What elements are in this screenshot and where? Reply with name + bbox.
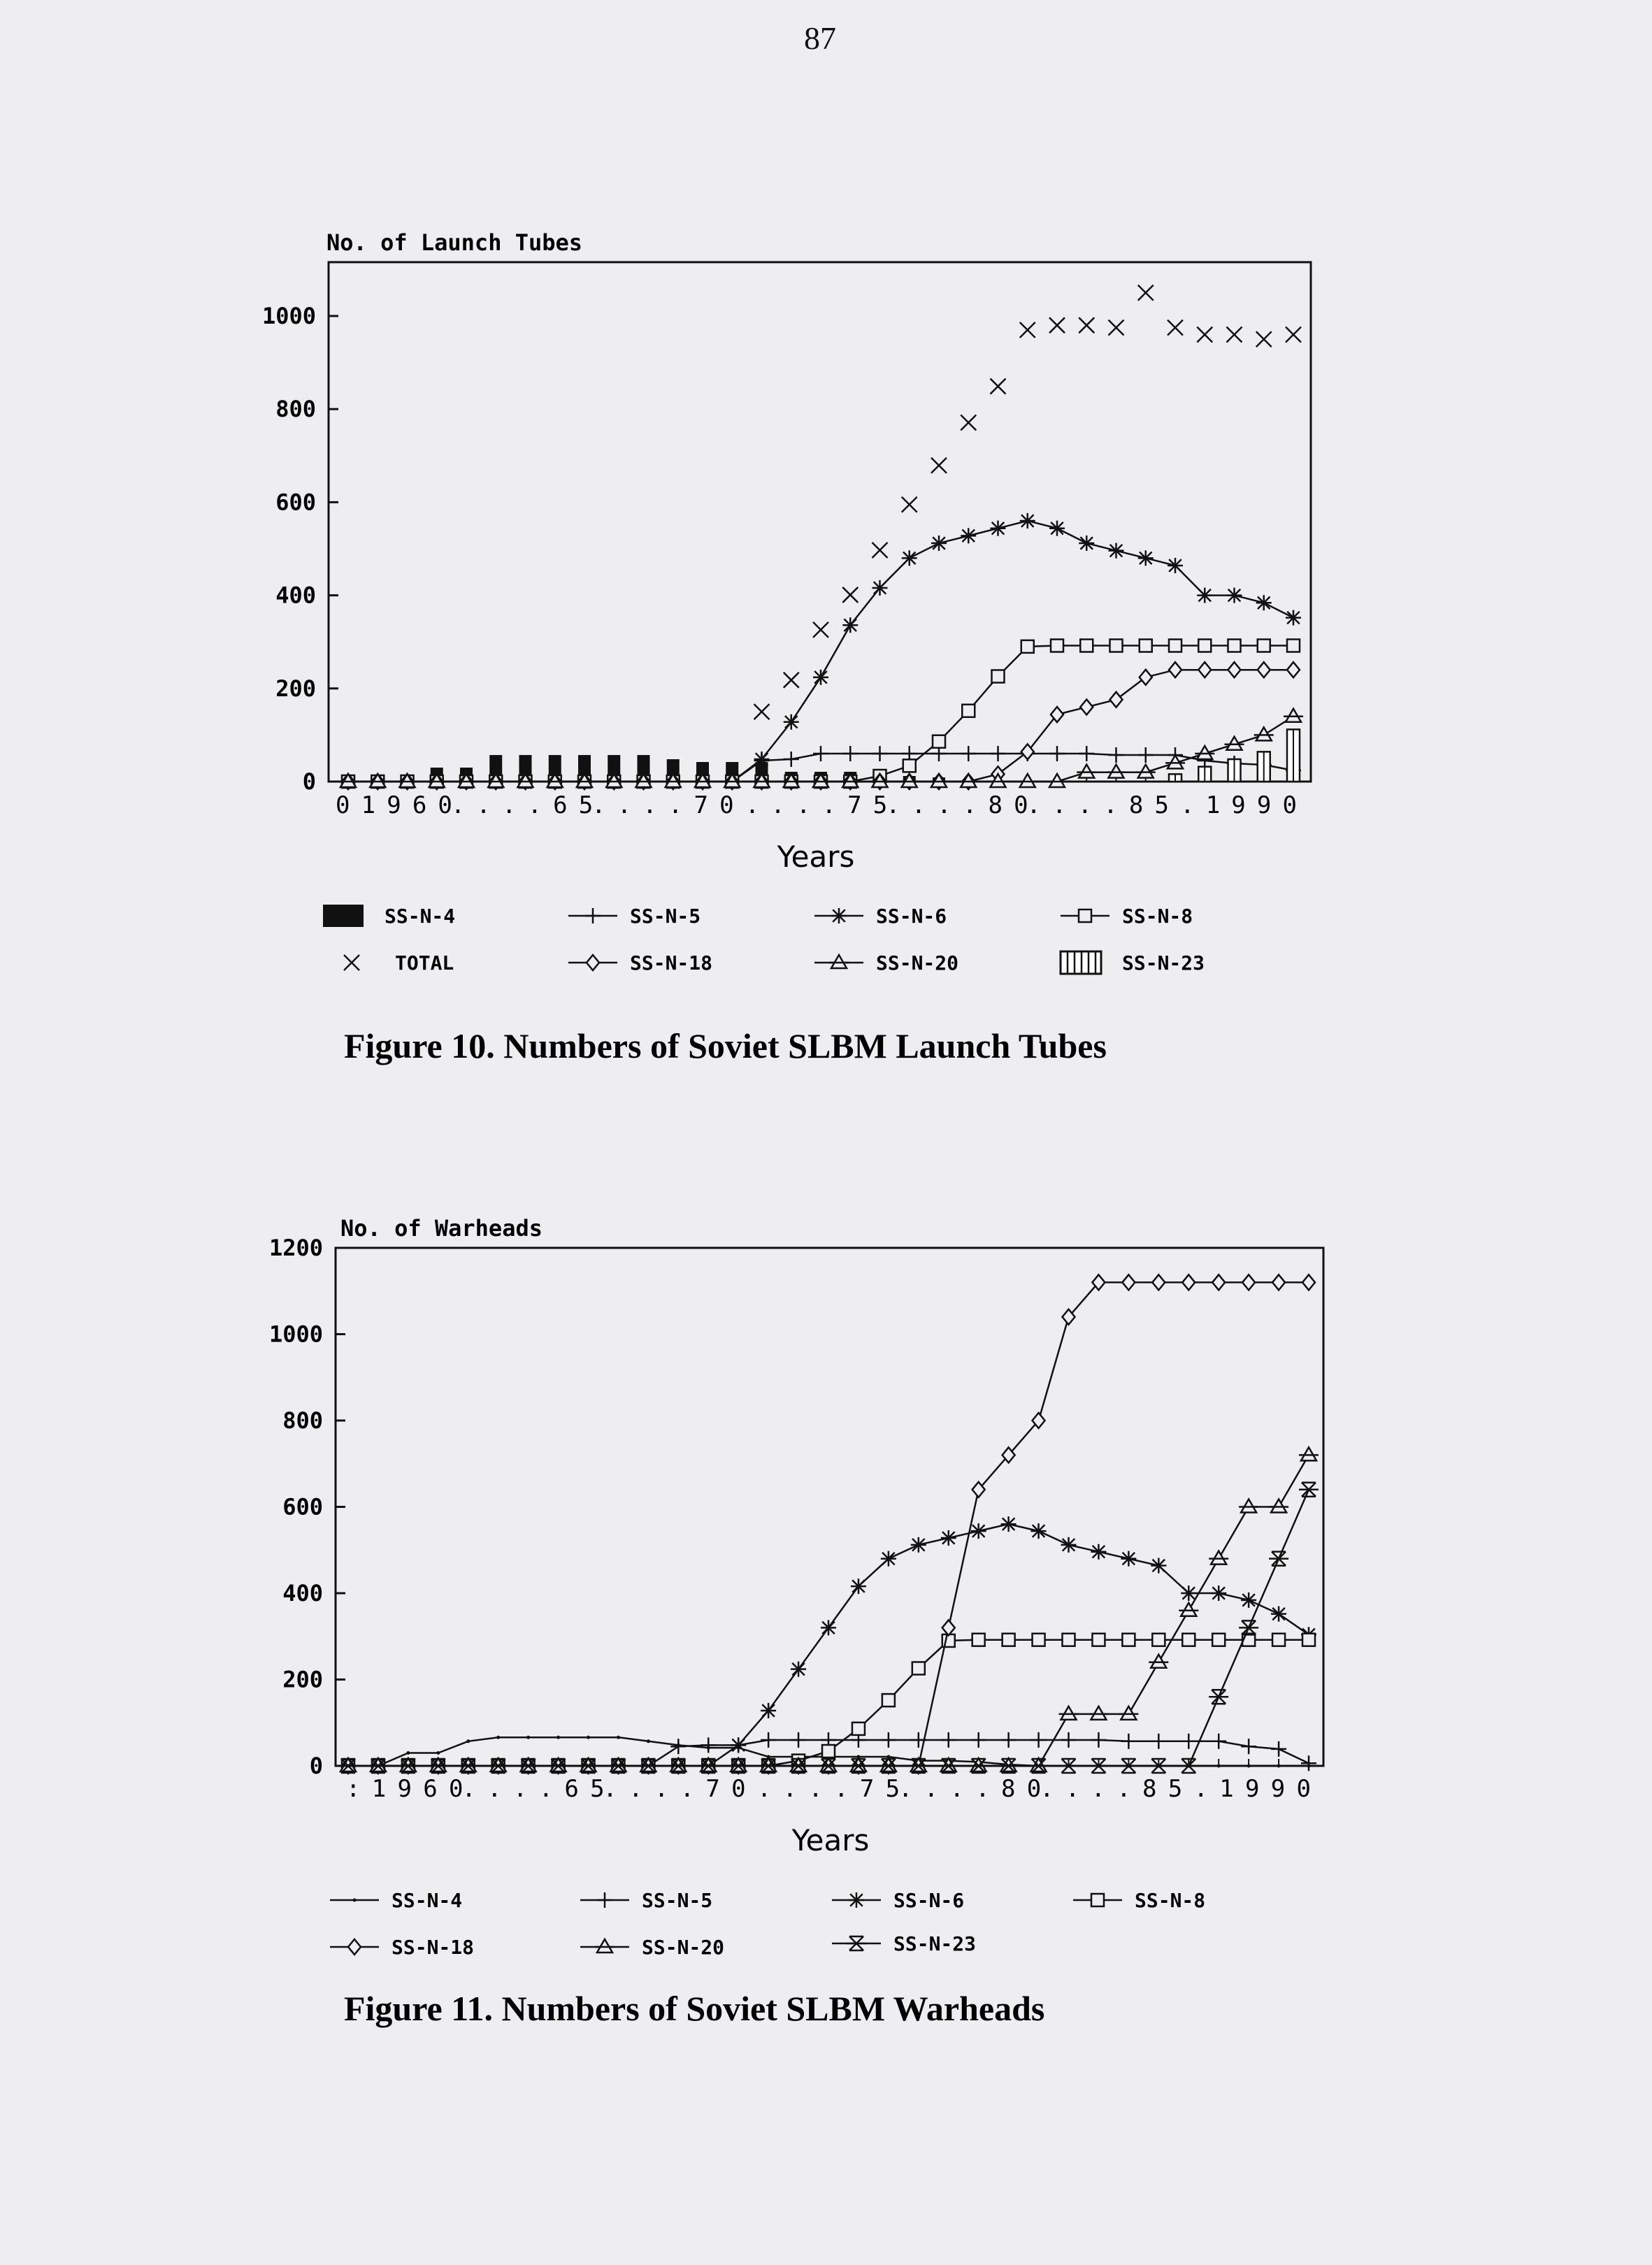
ss-n-8-point — [912, 1662, 925, 1674]
ss-n-6-point — [731, 1737, 746, 1753]
ss-n-6-point — [1138, 550, 1154, 566]
ss-n-5-point — [991, 746, 1006, 761]
ss-n-20-point — [1107, 765, 1126, 778]
ss-n-8-point — [1169, 640, 1181, 652]
ss-n-20-point — [1149, 1655, 1168, 1668]
page-number: 87 — [804, 20, 836, 56]
y-tick-label: 1000 — [261, 303, 316, 329]
ss-n-6-point — [1001, 1516, 1017, 1532]
ss-n-5-point — [1138, 747, 1154, 763]
ss-n-5-point — [1091, 1732, 1106, 1748]
legend-swatch-ss-n-8 — [1079, 909, 1091, 922]
ss-n-5-point — [1181, 1734, 1196, 1749]
ss-n-4-point — [647, 1739, 650, 1743]
ss-n-4-point — [1247, 1764, 1251, 1768]
ss-n-5-point — [1031, 1732, 1047, 1748]
legend-label-ss-n-4: SS-N-4 — [392, 1889, 463, 1912]
ss-n-8-point — [1051, 640, 1063, 652]
legend-label-ss-n-4: SS-N-4 — [385, 905, 456, 928]
ss-n-18-point — [1152, 1274, 1165, 1290]
ss-n-6-point — [842, 617, 858, 633]
ss-n-4-point — [496, 1736, 500, 1739]
ss-n-20-point — [1119, 1706, 1138, 1720]
ss-n-8-point — [1140, 640, 1152, 652]
ss-n-8-point — [1212, 1634, 1225, 1646]
ss-n-20-point — [1077, 765, 1096, 778]
legend-label-total: TOTAL — [395, 951, 454, 975]
ss-n-8-point — [903, 759, 916, 772]
legend-swatch-ss-n-23 — [847, 1936, 866, 1950]
ss-n-6-point — [1168, 558, 1183, 573]
y-tick-label: 200 — [282, 1666, 323, 1693]
ss-n-5-point — [761, 1732, 776, 1748]
ss-n-6-point — [1020, 513, 1035, 528]
ss-n-8-point — [1198, 640, 1211, 652]
ss-n-8-point — [1122, 1634, 1135, 1646]
ss-n-6-point — [1211, 1586, 1226, 1601]
legend-label-ss-n-20: SS-N-20 — [876, 951, 959, 975]
ss-n-5-point — [1049, 746, 1065, 761]
ss-n-23-point — [1269, 1552, 1288, 1566]
ss-n-20-point — [1284, 709, 1303, 722]
legend-label-ss-n-5: SS-N-5 — [630, 905, 701, 928]
ss-n-20-point — [1299, 1447, 1319, 1460]
ss-n-5-point — [872, 746, 888, 761]
ss-n-6-point — [1091, 1544, 1106, 1560]
ss-n-18-line — [348, 1282, 1309, 1766]
ss-n-18-point — [1242, 1274, 1255, 1290]
ss-n-6-point — [1241, 1592, 1256, 1608]
ss-n-5-point — [1001, 1732, 1017, 1748]
ss-n-18-point — [942, 1620, 955, 1635]
ss-n-20-point — [1269, 1500, 1288, 1513]
ss-n-23-point — [1239, 1620, 1258, 1634]
total-point — [813, 622, 828, 638]
ss-n-8-point — [1033, 1634, 1045, 1646]
ss-n-20-point — [1059, 1706, 1079, 1720]
ss-n-4-point — [436, 1751, 440, 1755]
legend-swatch-ss-n-20 — [829, 955, 849, 968]
y-tick-label: 200 — [275, 675, 316, 702]
total-point — [902, 497, 917, 512]
ss-n-5-point — [1151, 1734, 1166, 1749]
ss-n-20-point — [1179, 1603, 1198, 1616]
legend-label-ss-n-18: SS-N-18 — [630, 951, 713, 975]
ss-n-20-point — [1136, 765, 1156, 778]
y-tick-label: 600 — [275, 489, 316, 516]
ss-n-8-point — [1272, 1634, 1285, 1646]
ss-n-6-point — [1121, 1551, 1136, 1567]
ss-n-5-point — [1061, 1732, 1077, 1748]
ss-n-6-point — [1181, 1586, 1196, 1601]
ss-n-6-point — [971, 1523, 986, 1539]
legend-swatch-ss-n-4 — [323, 905, 364, 927]
y-tick-label: 1200 — [268, 1235, 323, 1261]
ss-n-5-point — [971, 1732, 986, 1748]
ss-n-5-point — [784, 752, 799, 767]
ss-n-4-point — [526, 1736, 530, 1739]
y-tick-label: 0 — [302, 768, 316, 795]
legend-label-ss-n-23: SS-N-23 — [1122, 951, 1205, 975]
ss-n-6-point — [911, 1537, 926, 1553]
ss-n-8-point — [1302, 1634, 1315, 1646]
legend-label-ss-n-6: SS-N-6 — [876, 905, 947, 928]
y-tick-label: 0 — [309, 1753, 323, 1779]
ss-n-5-point — [1211, 1734, 1226, 1749]
ss-n-5-point — [941, 1732, 956, 1748]
ss-n-6-point — [902, 550, 917, 566]
ss-n-4-point — [466, 1739, 470, 1743]
ss-n-6-point — [1286, 610, 1301, 626]
ss-n-20-point — [1209, 1551, 1228, 1565]
ss-n-6-point — [931, 535, 947, 551]
ss-n-6-point — [1271, 1606, 1286, 1622]
y-tick-label: 400 — [275, 582, 316, 609]
ss-n-8-point — [1110, 640, 1123, 652]
ss-n-6-point — [851, 1579, 866, 1594]
ss-n-8-point — [1258, 640, 1270, 652]
ss-n-8-point — [1063, 1634, 1075, 1646]
y-axis-label: No. of Warheads — [340, 1215, 543, 1242]
ss-n-18-point — [1212, 1274, 1225, 1290]
ss-n-18-point — [1287, 662, 1300, 677]
ss-n-6-point — [761, 1703, 776, 1718]
ss-n-5-point — [1109, 747, 1124, 763]
legend-label-ss-n-6: SS-N-6 — [893, 1889, 965, 1912]
ss-n-5-point — [1241, 1739, 1256, 1754]
ss-n-20-point — [1089, 1706, 1108, 1720]
total-point — [872, 542, 888, 558]
x-tick-labels: : 1 9 6 0. . . . 6 5. . . . 7 0 . . . . 7 5. . . . 8 0. . . . 8 5 . 1 9 9 0 — [346, 1775, 1311, 1803]
ss-n-6-point — [1151, 1558, 1166, 1573]
ss-n-6-point — [821, 1620, 836, 1635]
ss-n-6-point — [791, 1662, 806, 1677]
ss-n-6-point — [784, 714, 799, 730]
ss-n-23-point — [1299, 1483, 1319, 1497]
ss-n-6-point — [991, 521, 1006, 536]
ss-n-5-point — [813, 746, 828, 761]
ss-n-8-point — [822, 1745, 835, 1757]
ss-n-5-point — [791, 1732, 806, 1748]
ss-n-6-point — [1049, 521, 1065, 536]
legend-swatch-ss-n-18 — [587, 955, 599, 970]
legend-label-ss-n-8: SS-N-8 — [1135, 1889, 1206, 1912]
legend-swatch-ss-n-4 — [353, 1899, 357, 1902]
ss-n-8-point — [992, 670, 1005, 682]
ss-n-6-point — [1031, 1523, 1047, 1539]
total-point — [1256, 331, 1272, 347]
ss-n-5-point — [961, 746, 976, 761]
total-point — [1168, 320, 1183, 336]
total-point — [1049, 317, 1065, 333]
total-point — [842, 587, 858, 603]
ss-n-18-point — [1302, 1274, 1315, 1290]
total-point — [1020, 322, 1035, 338]
warheads-chart — [0, 1132, 1652, 2265]
ss-n-4-point — [406, 1751, 410, 1755]
ss-n-20-point — [1165, 755, 1185, 768]
legend-label-ss-n-20: SS-N-20 — [642, 1936, 725, 1959]
legend-label-ss-n-8: SS-N-8 — [1122, 905, 1193, 928]
figure-caption: Figure 11. Numbers of Soviet SLBM Warheads — [344, 1989, 1045, 2028]
total-point — [784, 673, 799, 688]
y-axis-label: No. of Launch Tubes — [326, 229, 583, 256]
ss-n-4-point — [556, 1736, 560, 1739]
ss-n-6-point — [941, 1530, 956, 1546]
ss-n-18-point — [1272, 1274, 1285, 1290]
ss-n-8-point — [1021, 640, 1034, 653]
y-tick-label: 800 — [282, 1407, 323, 1434]
legend-label-ss-n-23: SS-N-23 — [893, 1932, 977, 1955]
ss-n-4-point — [1277, 1764, 1281, 1768]
ss-n-6-point — [1256, 595, 1272, 610]
ss-n-6-point — [1061, 1537, 1077, 1553]
ss-n-8-point — [1092, 1634, 1105, 1646]
legend-swatch-ss-n-20 — [595, 1939, 615, 1953]
y-tick-label: 800 — [275, 396, 316, 423]
legend-swatch-ss-n-6 — [849, 1892, 864, 1908]
ss-n-18-point — [1228, 662, 1241, 677]
legend-label-ss-n-5: SS-N-5 — [642, 1889, 713, 1912]
ss-n-18-point — [1258, 662, 1270, 677]
ss-n-5-point — [1271, 1741, 1286, 1757]
total-point — [1197, 327, 1212, 343]
ss-n-8-point — [1080, 640, 1093, 652]
ss-n-6-point — [754, 752, 770, 767]
ss-n-8-point — [1152, 1634, 1165, 1646]
ss-n-18-point — [1182, 1274, 1195, 1290]
ss-n-6-point — [1197, 588, 1212, 603]
ss-n-8-point — [852, 1723, 865, 1735]
total-point — [1286, 327, 1301, 343]
ss-n-20-point — [1195, 746, 1214, 759]
ss-n-20-point — [1254, 727, 1274, 740]
ss-n-20-line — [348, 1455, 1309, 1766]
ss-n-18-point — [1110, 692, 1123, 707]
total-point — [961, 415, 976, 431]
total-point — [1227, 327, 1242, 343]
ss-n-8-point — [1228, 640, 1241, 652]
x-tick-labels: 0 1 9 6 0. . . . 6 5. . . . 7 0 . . . . 7 5. . . . 8 0. . . . 8 5 . 1 9 9 0 — [336, 791, 1297, 819]
ss-n-5-point — [670, 1739, 686, 1754]
ss-n-5-point — [1301, 1755, 1316, 1771]
ss-n-20-point — [1239, 1500, 1258, 1513]
legend-swatch-ss-n-5 — [585, 908, 601, 923]
ss-n-5-point — [1079, 746, 1094, 761]
ss-n-8-point — [933, 735, 945, 748]
ss-n-6-point — [872, 580, 888, 596]
ss-n-6-point — [1079, 535, 1094, 551]
ss-n-8-point — [972, 1634, 985, 1646]
total-point — [931, 458, 947, 473]
legend-label-ss-n-18: SS-N-18 — [392, 1936, 475, 1959]
ss-n-6-point — [813, 670, 828, 685]
launch-tubes-chart — [0, 0, 1652, 1091]
total-point — [1079, 317, 1094, 333]
figure-caption: Figure 10. Numbers of Soviet SLBM Launch Tubes — [344, 1026, 1107, 1065]
legend-swatch-ss-n-8 — [1091, 1894, 1104, 1906]
ss-n-5-point — [842, 746, 858, 761]
ss-n-6-point — [1109, 543, 1124, 559]
ss-n-4-point — [587, 1736, 590, 1739]
y-tick-label: 600 — [282, 1493, 323, 1520]
legend-swatch-ss-n-18 — [348, 1939, 361, 1955]
y-tick-label: 400 — [282, 1580, 323, 1606]
ss-n-18-point — [1198, 662, 1211, 677]
ss-n-18-point — [1122, 1274, 1135, 1290]
plot-frame — [329, 262, 1311, 782]
x-axis-label: Years — [791, 1823, 870, 1857]
total-point — [991, 379, 1006, 394]
ss-n-18-point — [1169, 662, 1181, 677]
ss-n-8-point — [1003, 1634, 1015, 1646]
ss-n-4-point — [1217, 1764, 1221, 1768]
ss-n-8-point — [1287, 640, 1300, 652]
x-axis-label: Years — [777, 840, 855, 874]
ss-n-5-point — [1121, 1734, 1136, 1749]
total-point — [1109, 320, 1124, 336]
total-point — [1138, 285, 1154, 301]
ss-n-6-point — [881, 1551, 896, 1567]
legend-swatch-ss-n-6 — [831, 908, 847, 923]
total-point — [754, 704, 770, 719]
ss-n-8-point — [962, 705, 975, 717]
legend-swatch-total — [344, 955, 359, 970]
ss-n-23-point — [1209, 1690, 1228, 1704]
ss-n-8-point — [882, 1694, 895, 1706]
y-tick-label: 1000 — [268, 1321, 323, 1348]
ss-n-5-point — [701, 1737, 716, 1753]
legend-swatch-ss-n-5 — [597, 1892, 612, 1908]
ss-n-6-point — [961, 528, 976, 543]
ss-n-4-point — [617, 1736, 620, 1739]
ss-n-6-point — [1227, 588, 1242, 603]
ss-n-20-point — [1225, 737, 1244, 750]
ss-n-18-point — [1140, 670, 1152, 685]
ss-n-8-point — [1182, 1634, 1195, 1646]
plot-frame — [336, 1248, 1323, 1766]
ss-n-18-point — [1080, 699, 1093, 714]
ss-n-5-point — [881, 1732, 896, 1748]
